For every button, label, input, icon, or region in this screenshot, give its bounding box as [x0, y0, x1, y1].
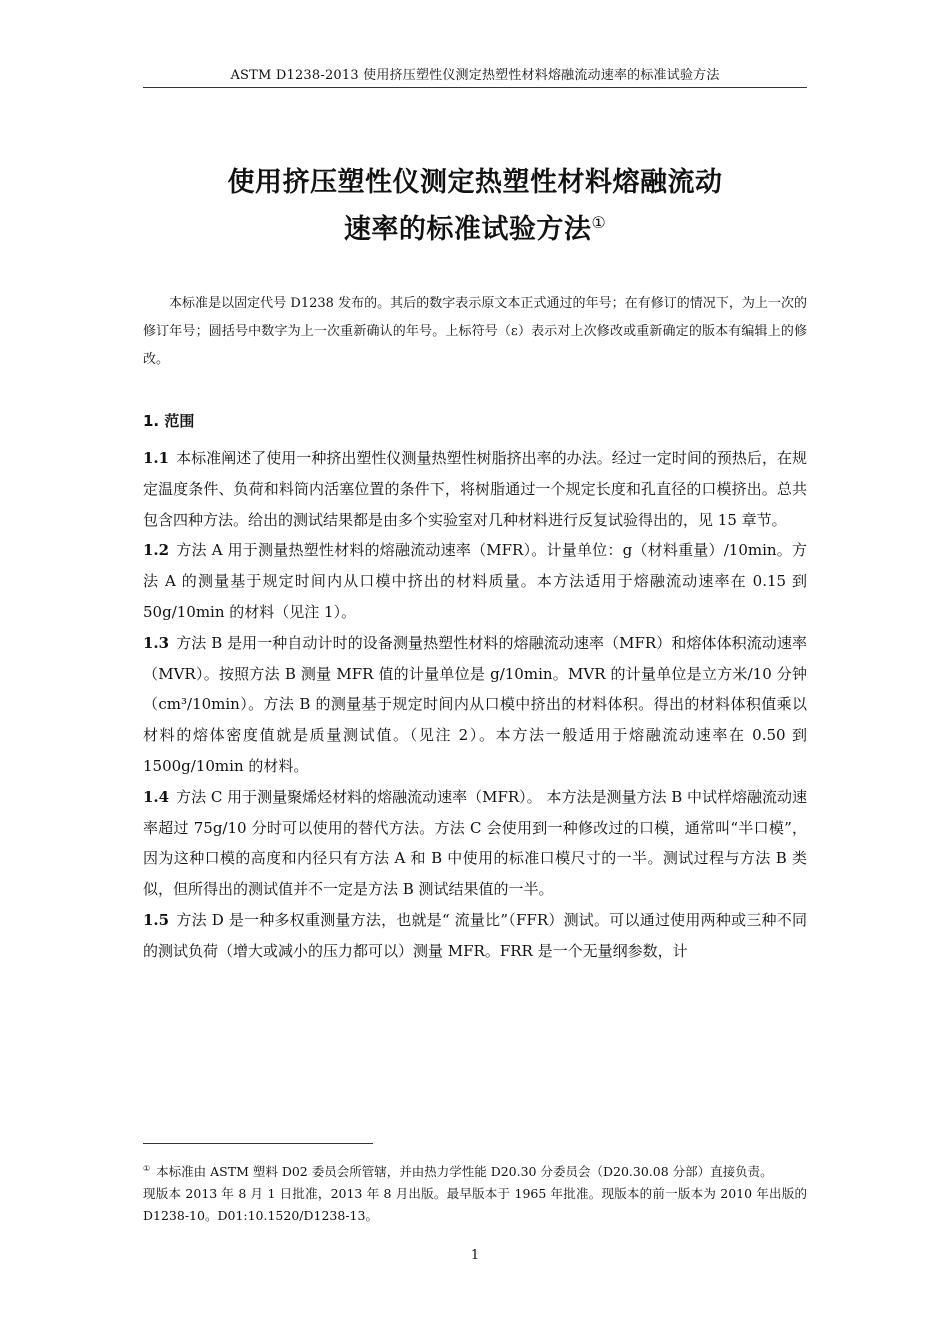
clause-number: 1.3	[143, 633, 170, 652]
document-title-line-2	[143, 207, 807, 246]
section-heading-scope: 1. 范围	[143, 412, 195, 430]
clause-text: 本标准阐述了使用一种挤出塑性仪测量热塑性树脂挤出率的办法。经过一定时间的预热后，在规定温度条件、负荷和料筒内活塞位置的条件下，将树脂通过一个规定长度和孔直径的口模挤出。总共包含四种方法。给出的测试结果都是由多个实验室对几种材料进行反复试验得出的，见 15 章节。	[143, 449, 807, 529]
footnote-mark: ①	[143, 1164, 151, 1173]
footnote-line-1	[143, 1158, 807, 1183]
clause-number: 1.1	[143, 449, 170, 467]
document-title-line-1: 使用挤压塑性仪测定热塑性材料熔融流动	[227, 167, 723, 198]
clause-number: 1.2	[143, 541, 170, 560]
section-body	[143, 443, 807, 967]
intro-paragraph: 本标准是以固定代号 D1238 发布的。其后的数字表示原文本正式通过的年号；在有修订的情况下，为上一次的修订年号；圆括号中数字为上一次重新确认的年号。上标符号（ε）表示对上次修改或重新确定的版本有编辑上的修改。	[143, 296, 807, 367]
clause-text: 方法 A 用于测量热塑性材料的熔融流动速率（MFR）。计量单位：g（材料重量）/10min。方法 A 的测量基于规定时间内从口模中挤出的材料质量。本方法适用于熔融流动速率在 0.15 到 50g/10min 的材料（见注 1）。	[143, 541, 807, 621]
clause-1-4	[143, 782, 807, 905]
clause-number: 1.4	[143, 787, 170, 806]
clause-1-3	[143, 628, 807, 782]
title-footnote-mark[interactable]: ①	[591, 213, 607, 232]
clause-text: 方法 D 是一种多权重测量方法，也就是“ 流量比”（FFR）测试。可以通过使用两种或三种不同的测试负荷（增大或减小的压力都可以）测量 MFR。FRR 是一个无量纲参数，计	[143, 910, 807, 960]
clause-1-2	[143, 535, 807, 627]
clause-1-5	[143, 905, 807, 967]
clause-text: 方法 B 是用一种自动计时的设备测量热塑性材料的熔融流动速率（MFR）和熔体体积流动速率（MVR）。按照方法 B 测量 MFR 值的计量单位是 g/10min。MVR 的计量单位是立方米/10 分钟（cm³/10min）。方法 B 的测量基于规定时间内从口模中挤出的材料体积。得出的材料体积值乘以材料的熔体密度值就是质量测试值。（见注 2）。本方法一般适用于熔融流动速率在 0.50 到 1500g/10min 的材料。	[143, 633, 807, 775]
footnote	[143, 1158, 807, 1227]
footnote-text-1: 本标准由 ASTM 塑料 D02 委员会所管辖，并由热力学性能 D20.30 分委员会（D20.30.08 分部）直接负责。	[156, 1164, 773, 1180]
footnote-line-2: 现版本 2013 年 8 月 1 日批准，2013 年 8 月出版。最早版本于 1965 年批准。现版本的前一版本为 2010 年出版的 D1238-10。D01:10.1520/D1238-13。	[143, 1186, 807, 1224]
running-header: ASTM D1238-2013 使用挤压塑性仪测定热塑性材料熔融流动速率的标准试验方法	[230, 68, 720, 83]
document-title-text: 速率的标准试验方法	[343, 214, 592, 245]
clause-number: 1.5	[143, 910, 170, 929]
page-number: 1	[470, 1248, 480, 1263]
clause-1-1	[143, 443, 807, 535]
clause-text: 方法 C 用于测量聚烯烃材料的熔融流动速率（MFR）。 本方法是测量方法 B 中试样熔融流动速率超过 75g/10 分时可以使用的替代方法。方法 C 会使用到一种修改过的口模，通常叫“半口模”，因为这种口模的高度和内径只有方法 A 和 B 中使用的标准口模尺寸的一半。测试过程与方法 B 类似，但所得出的测试值并不一定是方法 B 测试结果值的一半。	[143, 787, 808, 899]
header-rule	[143, 87, 807, 88]
footnote-rule	[143, 1143, 373, 1144]
